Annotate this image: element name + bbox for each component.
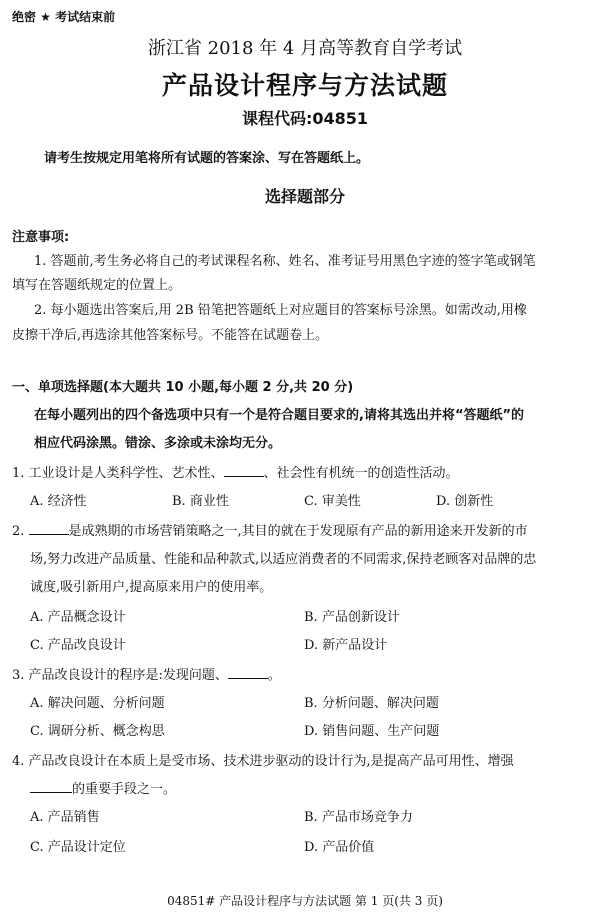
part1-desc-line-1: 在每小题列出的四个备选项中只有一个是符合题目要求的,请将其选出并将“答题纸”的 [34, 408, 525, 423]
q3-option-b: B. 分析问题、解决问题 [304, 696, 439, 711]
question-3 [12, 664, 281, 683]
secrecy-label: 绝密 ★ 考试结束前 [12, 10, 116, 24]
answer-blank [30, 779, 72, 793]
q2-option-b: B. 产品创新设计 [304, 610, 400, 625]
q2-option-c: C. 产品改良设计 [30, 638, 126, 653]
answer-blank [228, 665, 268, 679]
q4-option-b: B. 产品市场竞争力 [304, 810, 413, 825]
course-code: 课程代码:04851 [241, 109, 369, 128]
q2-option-d: D. 新产品设计 [304, 638, 388, 653]
page-footer: 04851# 产品设计程序与方法试题 第 1 页(共 3 页) [167, 894, 443, 908]
q1-option-b: B. 商业性 [172, 494, 229, 509]
q4-option-d: D. 产品价值 [304, 840, 375, 855]
question-4-text-after: 的重要手段之一。 [72, 782, 177, 797]
subject-title: 产品设计程序与方法试题 [161, 71, 448, 100]
question-1-text-after: 、社会性有机统一的创造性活动。 [263, 466, 459, 481]
question-2-text-after: 是成熟期的市场营销策略之一,其目的就在于发现原有产品的新用途来开发新的市 [68, 524, 528, 539]
exam-title: 浙江省 2018 年 4 月高等教育自学考试 [147, 38, 463, 59]
section-title: 选择题部分 [264, 187, 345, 206]
notes-heading: 注意事项: [12, 230, 70, 245]
question-1 [12, 462, 459, 481]
q1-option-a: A. 经济性 [30, 494, 87, 509]
question-2-line-3: 诚度,吸引新用户,提高原来用户的使用率。 [30, 580, 273, 595]
question-1-text-before: 1. 工业设计是人类科学性、艺术性、 [12, 466, 224, 481]
question-4-line-2 [30, 778, 176, 797]
q4-option-a: A. 产品销售 [30, 810, 100, 825]
question-3-text-after: 。 [267, 668, 281, 683]
part1-heading: 一、单项选择题(本大题共 10 小题,每小题 2 分,共 20 分) [12, 380, 354, 395]
notes-item-2-line-2: 皮擦干净后,再选涂其他答案标号。不能答在试题卷上。 [12, 328, 329, 343]
notes-item-2-line-1: 2. 每小题选出答案后,用 2B 铅笔把答题纸上对应题目的答案标号涂黑。如需改动,用橡 [34, 303, 527, 318]
notes-item-1-line-2: 填写在答题纸规定的位置上。 [12, 278, 182, 293]
q2-option-a: A. 产品概念设计 [30, 610, 126, 625]
question-2 [12, 520, 528, 539]
q4-option-c: C. 产品设计定位 [30, 840, 126, 855]
q3-option-a: A. 解决问题、分析问题 [30, 696, 165, 711]
question-4-line-1: 4. 产品改良设计在本质上是受市场、技术进步驱动的设计行为,是提高产品可用性、增强 [12, 754, 514, 769]
question-2-number: 2. [12, 524, 29, 539]
part1-desc-line-2: 相应代码涂黑。错涂、多涂或未涂均无分。 [34, 436, 282, 451]
q1-option-d: D. 创新性 [436, 494, 494, 509]
q3-option-c: C. 调研分析、概念构思 [30, 724, 165, 739]
answer-blank [224, 463, 264, 477]
q3-option-d: D. 销售问题、生产问题 [304, 724, 440, 739]
question-2-line-2: 场,努力改进产品质量、性能和品种款式,以适应消费者的不同需求,保持老顾客对品牌的忠 [30, 552, 537, 567]
answer-instruction: 请考生按规定用笔将所有试题的答案涂、写在答题纸上。 [44, 151, 370, 166]
notes-item-1-line-1: 1. 答题前,考生务必将自己的考试课程名称、姓名、准考证号用黑色字迹的签字笔或钢笔 [34, 254, 536, 269]
q1-option-c: C. 审美性 [304, 494, 361, 509]
answer-blank [29, 521, 69, 535]
question-3-text-before: 3. 产品改良设计的程序是:发现问题、 [12, 668, 228, 683]
